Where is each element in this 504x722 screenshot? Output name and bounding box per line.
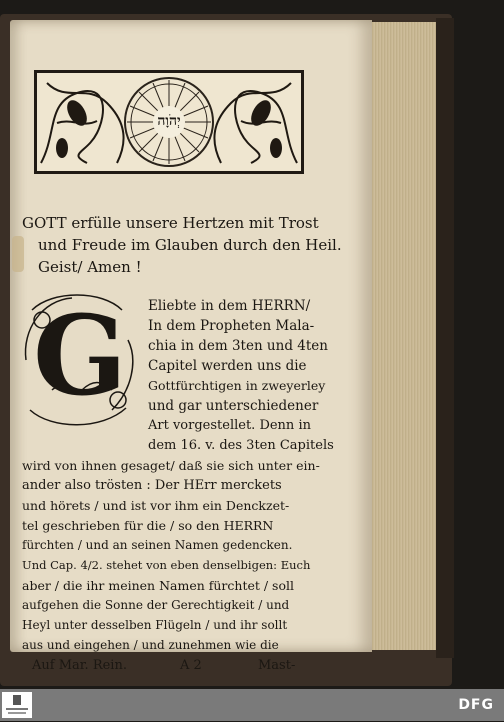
initial-letter: G (33, 291, 127, 420)
page-edges (372, 22, 436, 650)
decorated-initial (22, 290, 138, 430)
ornamental-headpiece (34, 70, 304, 174)
library-logo-icon (2, 692, 32, 718)
tetragrammaton: יְהֹוָה (157, 113, 181, 129)
body-line: und gar unterschiedener (148, 398, 319, 414)
body-line: Gottfürchtigen in zweyerley (148, 378, 326, 393)
body-line: Heyl unter desselben Flügeln / und ihr sollt (22, 618, 288, 632)
body-line: Und Cap. 4/2. stehet von eben denselbigen: Euch (22, 558, 311, 572)
viewer-footer-bar (0, 689, 504, 721)
signature-mark: Auf Mar. Rein. (32, 658, 127, 673)
body-line: fürchten / und an seinen Namen gedencken. (22, 538, 293, 552)
body-line: und hörets / und ist vor ihm ein Denckzet- (22, 498, 290, 513)
body-line: aber / die ihr meinen Namen fürchtet / soll (22, 578, 294, 593)
body-line: dem 16. v. des 3ten Capitels (148, 438, 334, 453)
body-line: aufgehen die Sonne der Gerechtigkeit / und (22, 598, 290, 612)
prayer-line: Geist/ Amen ! (38, 258, 142, 276)
library-logo (2, 692, 32, 718)
body-line: wird von ihnen gesaget/ daß sie sich unter ein- (22, 458, 320, 473)
dfg-watermark: DFG (458, 697, 494, 713)
body-line: Art vorgestellet. Denn in (148, 418, 311, 433)
body-line: chia in dem 3ten und 4ten (148, 338, 328, 354)
sheet-number: A 2 (180, 658, 202, 673)
body-line: aus und eingehen / und zunehmen wie die (22, 638, 279, 652)
catchword: Mast- (258, 658, 296, 673)
paper-stain (12, 236, 24, 272)
body-line: Eliebte in dem HERRN/ (148, 298, 311, 314)
body-line: Capitel werden uns die (148, 358, 307, 374)
cover-edge (436, 18, 454, 658)
prayer-line: und Freude im Glauben durch den Heil. (38, 236, 342, 254)
prayer-line: GOTT erfülle unsere Hertzen mit Trost (22, 214, 319, 232)
body-line: ander also trösten : Der HErr merckets (22, 478, 282, 493)
body-line: tel geschrieben für die / so den HERRN (22, 518, 274, 533)
body-line: In dem Propheten Mala- (148, 318, 315, 334)
